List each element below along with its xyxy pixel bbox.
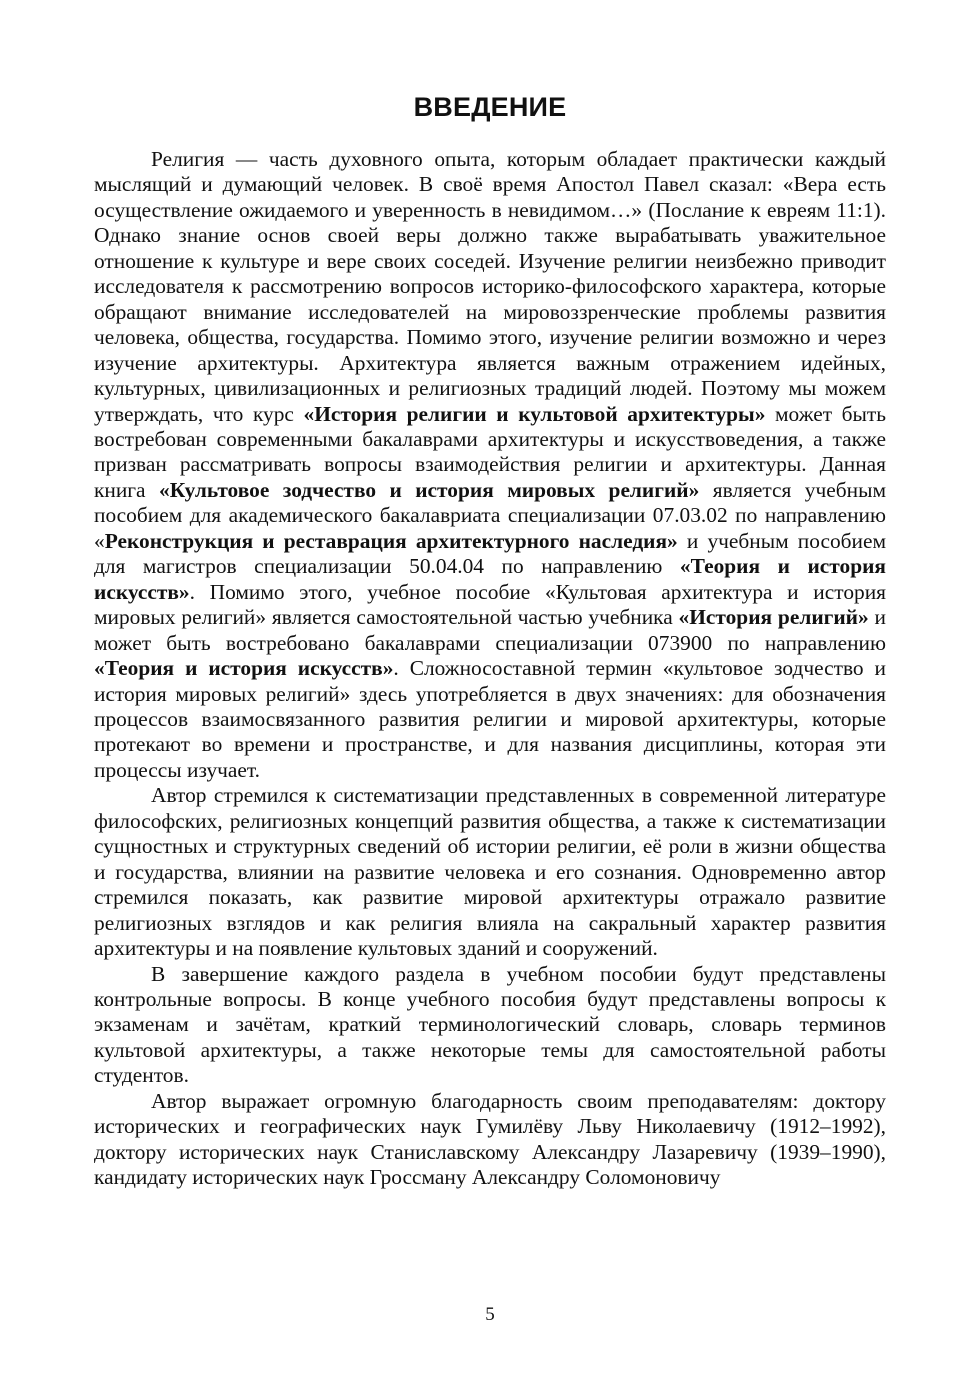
text-segment: Автор стремился к систематизации представленных в современной литературе философских, религиозных концепций развития общества, а также к систематизации сущностных и структурных сведений об истории религии, её роли в жизни общества и государства, влиянии на развитие человека и его сознания. Одновременно автор стремился показать, как развитие мировой архитектуры отражало развитие религиозных взглядов и как религия влияла на сакральный характер развития архитектуры и на появление культовых зданий и сооружений. [94, 783, 886, 961]
bold-text-segment: «Культовое зодчество и история мировых религий» [159, 477, 700, 502]
bold-text-segment: «Теория и история искусств» [94, 656, 394, 681]
paragraph [94, 147, 886, 783]
text-segment: . Сложносоставной термин «культовое зодчество и история мировых религий» здесь употребляется в двух значениях: для обозначения процессов взаимосвязанного развития религии и мировой архитектуры, которые протекают во времени и пространстве, и для названия дисциплины, которая эти процессы изучает. [94, 656, 886, 782]
text-segment: . Помимо этого, учебное пособие «Культовая архитектура и история мировых религий» является самостоятельной частью учебника [94, 579, 886, 630]
bold-text-segment: Реконструкция и реставрация архитектурного наследия» [104, 528, 678, 553]
paragraph [94, 783, 886, 961]
page-title: ВВЕДЕНИЕ [413, 92, 567, 122]
bold-text-segment: «Теория и история искусств» [94, 554, 886, 604]
bold-text-segment: «История религии и культовой архитектуры» [303, 401, 766, 426]
text-segment: Автор выражает огромную благодарность своим преподавателям: доктору исторических и географических наук Гумилёву Льву Николаевичу (1912–1992), доктору исторических наук Станиславскому Александру Лазаревичу (1939–1990), кандидату исторических наук Гроссману Александру Соломоновичу [94, 1088, 886, 1190]
text-segment: может быть востребован современными бакалаврами архитектуры и искусствоведения, а также призван рассматривать вопросы взаимодействия религии и архитектуры. Данная книга [94, 401, 886, 502]
text-segment: является учебным пособием для академического бакалавриата специализации 07.03.02 по направлению « [94, 477, 886, 553]
page-number: 5 [485, 1304, 495, 1325]
text-segment: Религия — часть духовного опыта, которым обладает практически каждый мыслящий и думающий человек. В своё время Апостол Павел сказал: «Вера есть осуществление ожидаемого и уверенность в невидимом…» (Послание к евреям 11:1). Однако знание основ своей веры должно также вырабатывать уважительное отношение к культуре и вере своих соседей. Изучение религии неизбежно приводит исследователя к рассмотрению вопросов историко-философского характера, которые обращают внимание исследователей на мировоззренческие проблемы развития человека, общества, государства. Помимо этого, изучение религии возможно и через изучение архитектуры. Архитектура является важным отражением идейных, культурных, цивилизационных и религиозных традиций людей. Поэтому мы можем утверждать, что курс [94, 147, 886, 426]
text-segment: и может быть востребовано бакалаврами специализации 073900 по направлению [94, 605, 887, 655]
text-segment: В завершение каждого раздела в учебном пособии будут представлены контрольные вопросы. В конце учебного пособия будут представлены вопросы к экзаменам и зачётам, краткий терминологический словарь, словарь терминов культовой архитектуры, а также некоторые темы для самостоятельной работы студентов. [94, 961, 886, 1088]
body-text [94, 147, 886, 1191]
paragraph [94, 962, 886, 1089]
paragraph [94, 1089, 886, 1191]
text-segment: и учебным пособием для магистров специализации 50.04.04 по направлению [94, 528, 886, 579]
bold-text-segment: «История религий» [678, 605, 869, 630]
